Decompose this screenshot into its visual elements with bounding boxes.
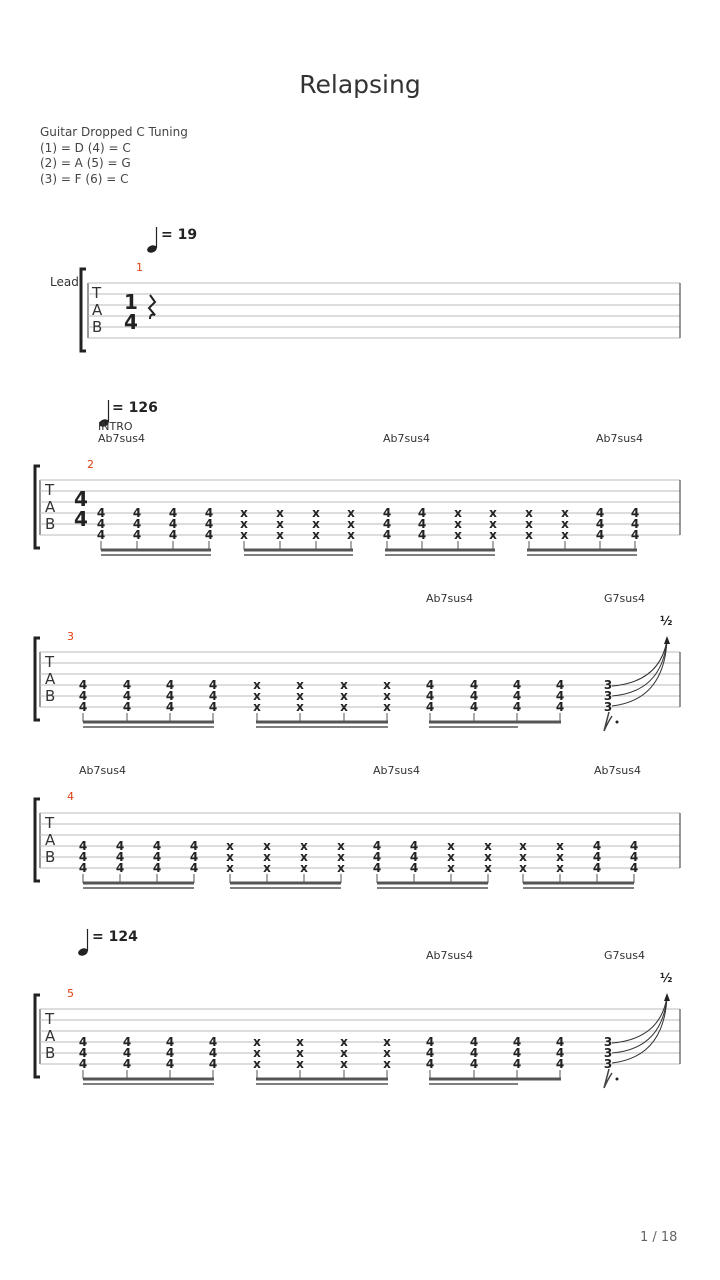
fret-chord xyxy=(79,678,87,722)
fret-number: x xyxy=(253,678,261,692)
fret-chord xyxy=(418,506,426,550)
fret-number: 4 xyxy=(630,517,640,531)
fret-number: x xyxy=(240,506,248,520)
fret-number: 4 xyxy=(96,506,106,520)
dead-note-chord xyxy=(240,506,248,550)
fret-chord xyxy=(133,506,141,550)
fret-number: x xyxy=(347,528,355,542)
fret-number: 4 xyxy=(555,700,565,714)
fret-number: x xyxy=(276,528,284,542)
fret-number: x xyxy=(347,506,355,520)
tab-clef-t: T xyxy=(45,814,55,832)
tab-clef-a: A xyxy=(45,498,56,516)
fret-number: 4 xyxy=(165,700,175,714)
fret-chord xyxy=(169,506,177,550)
fret-number: 4 xyxy=(425,1046,435,1060)
fret-number: x xyxy=(276,506,284,520)
fret-number: x xyxy=(525,506,533,520)
fret-chord xyxy=(209,678,217,722)
fret-number: x xyxy=(312,506,320,520)
fret-number: x xyxy=(447,839,455,853)
fret-number: x xyxy=(263,839,271,853)
fret-number: 4 xyxy=(409,839,419,853)
tempo-text: = 19 xyxy=(161,227,198,243)
fret-chord xyxy=(630,839,638,883)
dead-note-chord xyxy=(489,506,497,550)
fret-number: 4 xyxy=(555,1035,565,1049)
tab-clef-t: T xyxy=(45,481,55,499)
fret-number: x xyxy=(383,689,391,703)
dead-note-chord xyxy=(312,506,320,550)
fret-number: 4 xyxy=(78,689,88,703)
chord-name: Ab7sus4 xyxy=(426,949,473,962)
fret-number: 4 xyxy=(204,506,214,520)
fret-number: 4 xyxy=(168,506,178,520)
fret-number: 4 xyxy=(555,689,565,703)
tab-clef-t: T xyxy=(92,284,102,302)
fret-number: x xyxy=(240,528,248,542)
fret-number: 3 xyxy=(603,1057,613,1071)
fret-chord xyxy=(426,678,434,722)
chord-name: Ab7sus4 xyxy=(79,764,126,777)
fret-number: x xyxy=(454,506,462,520)
fret-number: 4 xyxy=(168,528,178,542)
fret-number: x xyxy=(337,839,345,853)
tempo-marking xyxy=(77,929,138,957)
fret-number: x xyxy=(489,528,497,542)
system-bracket xyxy=(35,466,40,548)
fret-number: 4 xyxy=(189,850,199,864)
fret-number: 4 xyxy=(132,506,142,520)
fret-number: 4 xyxy=(592,839,602,853)
fret-number: 4 xyxy=(122,700,132,714)
fret-chord xyxy=(470,1035,478,1079)
fret-number: 4 xyxy=(78,1046,88,1060)
fret-number: x xyxy=(340,689,348,703)
track-label: Lead xyxy=(50,275,79,289)
dead-note-chord xyxy=(383,1035,391,1079)
system-3 xyxy=(35,592,680,731)
system-bracket xyxy=(35,995,40,1077)
fret-number: 4 xyxy=(78,850,88,864)
fret-number: x xyxy=(263,850,271,864)
fret-chord xyxy=(593,839,601,883)
chord-name: Ab7sus4 xyxy=(426,592,473,605)
fret-number: 4 xyxy=(592,861,602,875)
fret-number: 4 xyxy=(204,517,214,531)
last-beat xyxy=(604,678,612,714)
fret-chord xyxy=(426,1035,434,1079)
fret-number: 4 xyxy=(152,850,162,864)
dead-note-chord xyxy=(525,506,533,550)
fret-number: 3 xyxy=(603,1046,613,1060)
dead-note-chord xyxy=(556,839,564,883)
measure-number: 3 xyxy=(67,630,74,643)
dead-note-chord xyxy=(253,1035,261,1079)
dead-note-chord xyxy=(296,1035,304,1079)
fret-number: x xyxy=(340,1046,348,1060)
fret-number: x xyxy=(296,1035,304,1049)
tab-clef-b: B xyxy=(45,1044,56,1062)
fret-number: 4 xyxy=(208,689,218,703)
fret-number: x xyxy=(519,839,527,853)
fret-number: x xyxy=(525,528,533,542)
fret-chord xyxy=(631,506,639,550)
chord-name: Ab7sus4 xyxy=(594,764,641,777)
fret-number: x xyxy=(340,700,348,714)
fret-chord xyxy=(79,1035,87,1079)
fret-number: x xyxy=(519,861,527,875)
time-sig-bottom: 4 xyxy=(124,310,138,334)
fret-number: x xyxy=(556,850,564,864)
time-sig-top: 4 xyxy=(74,487,88,511)
fret-number: 4 xyxy=(512,1035,522,1049)
fret-chord xyxy=(123,678,131,722)
tab-clef-t: T xyxy=(45,1010,55,1028)
fret-chord xyxy=(166,1035,174,1079)
fret-number: 4 xyxy=(512,700,522,714)
fret-number: 4 xyxy=(115,850,125,864)
bend-amount: ½ xyxy=(660,971,673,985)
fret-number: 4 xyxy=(469,678,479,692)
dead-note-chord xyxy=(447,839,455,883)
system-bracket xyxy=(35,799,40,881)
fret-number: 4 xyxy=(78,700,88,714)
fret-number: 4 xyxy=(425,678,435,692)
fret-number: x xyxy=(383,700,391,714)
fret-number: 4 xyxy=(512,1057,522,1071)
tab-clef-a: A xyxy=(45,831,56,849)
fret-number: x xyxy=(561,506,569,520)
fret-number: 4 xyxy=(78,1057,88,1071)
dead-note-chord xyxy=(383,678,391,722)
fret-number: x xyxy=(484,839,492,853)
fret-number: 4 xyxy=(208,678,218,692)
fret-number: 4 xyxy=(152,839,162,853)
system-bracket xyxy=(81,269,86,351)
dead-note-chord xyxy=(300,839,308,883)
fret-number: 4 xyxy=(96,517,106,531)
fret-number: 3 xyxy=(603,1035,613,1049)
quarter-rest xyxy=(149,295,155,319)
fret-number: 4 xyxy=(165,1057,175,1071)
fret-chord xyxy=(116,839,124,883)
measure-number: 2 xyxy=(87,458,94,471)
fret-number: 4 xyxy=(469,1057,479,1071)
fret-number: x xyxy=(296,1057,304,1071)
tuning-name: Guitar Dropped C Tuning xyxy=(40,125,188,139)
fret-number: x xyxy=(454,517,462,531)
chord-name: Ab7sus4 xyxy=(373,764,420,777)
fret-number: 4 xyxy=(96,528,106,542)
dead-note-chord xyxy=(340,678,348,722)
page-number: 1 / 18 xyxy=(640,1230,678,1245)
tab-clef-b: B xyxy=(45,515,56,533)
fret-number: x xyxy=(525,517,533,531)
fret-number: 4 xyxy=(512,1046,522,1060)
time-sig-bottom: 4 xyxy=(74,507,88,531)
fret-number: 4 xyxy=(122,1035,132,1049)
fret-number: x xyxy=(312,517,320,531)
fret-number: 4 xyxy=(78,861,88,875)
fret-number: x xyxy=(253,1057,261,1071)
fret-number: x xyxy=(296,700,304,714)
fret-number: x xyxy=(253,1046,261,1060)
tab-clef-a: A xyxy=(92,301,103,319)
fret-number: x xyxy=(454,528,462,542)
fret-number: 4 xyxy=(595,517,605,531)
fret-number: 4 xyxy=(512,678,522,692)
dead-note-chord xyxy=(263,839,271,883)
dead-note-chord xyxy=(296,678,304,722)
fret-chord xyxy=(205,506,213,550)
fret-number: 4 xyxy=(417,528,427,542)
fret-number: 4 xyxy=(382,528,392,542)
fret-chord xyxy=(373,839,381,883)
fret-number: 4 xyxy=(629,850,639,864)
fret-number: 4 xyxy=(189,861,199,875)
fret-number: 4 xyxy=(425,1057,435,1071)
fret-number: 4 xyxy=(409,861,419,875)
fret-chord xyxy=(470,678,478,722)
flag xyxy=(604,712,612,731)
fret-number: 4 xyxy=(208,700,218,714)
fret-number: 3 xyxy=(603,689,613,703)
chord-name: Ab7sus4 xyxy=(383,432,430,445)
fret-number: 4 xyxy=(592,850,602,864)
dead-note-chord xyxy=(337,839,345,883)
fret-number: 4 xyxy=(629,861,639,875)
fret-number: 4 xyxy=(469,1046,479,1060)
fret-number: 4 xyxy=(469,689,479,703)
dead-note-chord xyxy=(454,506,462,550)
fret-number: 4 xyxy=(122,678,132,692)
fret-number: 4 xyxy=(629,839,639,853)
fret-number: x xyxy=(556,861,564,875)
fret-number: x xyxy=(300,850,308,864)
fret-chord xyxy=(166,678,174,722)
fret-number: 4 xyxy=(595,528,605,542)
system-5 xyxy=(35,929,680,1088)
fret-number: 4 xyxy=(595,506,605,520)
tab-clef-b: B xyxy=(45,687,56,705)
fret-number: 4 xyxy=(165,1035,175,1049)
tab-clef-t: T xyxy=(45,653,55,671)
fret-number: x xyxy=(447,850,455,864)
fret-number: x xyxy=(489,517,497,531)
dead-note-chord xyxy=(340,1035,348,1079)
fret-number: x xyxy=(253,700,261,714)
bend-arrow-icon xyxy=(664,636,670,644)
fret-number: 4 xyxy=(630,506,640,520)
fret-number: 4 xyxy=(165,678,175,692)
fret-number: x xyxy=(340,678,348,692)
fret-number: x xyxy=(561,517,569,531)
fret-number: 4 xyxy=(425,700,435,714)
fret-number: x xyxy=(296,1046,304,1060)
fret-number: 4 xyxy=(165,689,175,703)
fret-number: x xyxy=(383,678,391,692)
fret-number: 4 xyxy=(372,839,382,853)
fret-number: x xyxy=(312,528,320,542)
fret-number: 4 xyxy=(165,1046,175,1060)
fret-chord xyxy=(410,839,418,883)
fret-number: x xyxy=(383,1046,391,1060)
fret-number: x xyxy=(383,1035,391,1049)
chord-name: Ab7sus4 xyxy=(596,432,643,445)
fret-chord xyxy=(556,1035,564,1079)
fret-number: 4 xyxy=(122,1046,132,1060)
fret-number: 4 xyxy=(425,1035,435,1049)
last-beat xyxy=(604,1035,612,1071)
fret-number: 4 xyxy=(555,1046,565,1060)
system-bracket xyxy=(35,638,40,720)
system-2 xyxy=(35,400,680,555)
section-label: INTRO xyxy=(98,420,133,433)
fret-number: 4 xyxy=(168,517,178,531)
fret-number: x xyxy=(263,861,271,875)
fret-number: x xyxy=(340,1057,348,1071)
tempo-text: = 124 xyxy=(92,929,138,945)
fret-chord xyxy=(97,506,105,550)
bend-arrow-icon xyxy=(664,993,670,1001)
fret-number: x xyxy=(226,839,234,853)
fret-number: x xyxy=(300,839,308,853)
tempo-marking xyxy=(146,227,197,254)
fret-number: 4 xyxy=(382,517,392,531)
measure-number: 5 xyxy=(67,987,74,1000)
time-sig-top: 1 xyxy=(124,290,138,314)
fret-chord xyxy=(153,839,161,883)
fret-number: x xyxy=(347,517,355,531)
chord-name: G7sus4 xyxy=(604,949,645,962)
measure-number: 4 xyxy=(67,790,74,803)
tab-clef-b: B xyxy=(45,848,56,866)
fret-number: 4 xyxy=(372,850,382,864)
fret-number: x xyxy=(226,861,234,875)
fret-number: x xyxy=(337,861,345,875)
fret-number: x xyxy=(253,1035,261,1049)
fret-number: x xyxy=(489,506,497,520)
fret-number: x xyxy=(253,689,261,703)
dead-note-chord xyxy=(561,506,569,550)
fret-number: 4 xyxy=(208,1035,218,1049)
bend-amount: ½ xyxy=(660,614,673,628)
song-title: Relapsing xyxy=(299,70,421,99)
fret-chord xyxy=(123,1035,131,1079)
fret-number: 4 xyxy=(469,700,479,714)
system-1 xyxy=(50,227,680,351)
fret-number: 4 xyxy=(512,689,522,703)
measure-number: 1 xyxy=(136,261,143,274)
system-4 xyxy=(35,764,680,888)
tuning-line-3: (3) = F (6) = C xyxy=(40,171,129,186)
fret-number: x xyxy=(561,528,569,542)
fret-number: x xyxy=(300,861,308,875)
fret-number: 4 xyxy=(555,678,565,692)
fret-number: 4 xyxy=(132,517,142,531)
fret-number: 4 xyxy=(122,1057,132,1071)
fret-number: 4 xyxy=(555,1057,565,1071)
fret-chord xyxy=(209,1035,217,1079)
tempo-text: = 126 xyxy=(112,400,158,416)
dead-note-chord xyxy=(276,506,284,550)
fret-number: 4 xyxy=(630,528,640,542)
fret-number: 4 xyxy=(78,678,88,692)
fret-number: 4 xyxy=(417,506,427,520)
dead-note-chord xyxy=(519,839,527,883)
fret-number: 4 xyxy=(115,861,125,875)
fret-number: 4 xyxy=(115,839,125,853)
fret-number: 4 xyxy=(469,1035,479,1049)
fret-number: 4 xyxy=(417,517,427,531)
tuning-line-1: (1) = D (4) = C xyxy=(40,140,131,155)
fret-number: x xyxy=(383,1057,391,1071)
fret-number: x xyxy=(296,678,304,692)
tuning-line-2: (2) = A (5) = G xyxy=(40,156,131,170)
dead-note-chord xyxy=(253,678,261,722)
dead-note-chord xyxy=(484,839,492,883)
fret-chord xyxy=(513,678,521,722)
tab-clef-a: A xyxy=(45,670,56,688)
fret-number: x xyxy=(276,517,284,531)
fret-number: x xyxy=(226,850,234,864)
fret-number: 3 xyxy=(603,678,613,692)
tab-clef-b: B xyxy=(92,318,103,336)
fret-number: 4 xyxy=(122,689,132,703)
fret-number: x xyxy=(484,861,492,875)
fret-number: 4 xyxy=(132,528,142,542)
fret-number: 4 xyxy=(372,861,382,875)
fret-chord xyxy=(79,839,87,883)
fret-number: x xyxy=(556,839,564,853)
fret-chord xyxy=(513,1035,521,1079)
fret-chord xyxy=(556,678,564,722)
fret-number: 3 xyxy=(603,700,613,714)
fret-number: 4 xyxy=(382,506,392,520)
dead-note-chord xyxy=(226,839,234,883)
fret-number: 4 xyxy=(425,689,435,703)
fret-number: x xyxy=(340,1035,348,1049)
fret-chord xyxy=(383,506,391,550)
chord-name: G7sus4 xyxy=(604,592,645,605)
fret-number: x xyxy=(447,861,455,875)
fret-number: x xyxy=(484,850,492,864)
fret-number: x xyxy=(240,517,248,531)
fret-number: 4 xyxy=(409,850,419,864)
fret-number: 4 xyxy=(152,861,162,875)
fret-chord xyxy=(190,839,198,883)
tab-clef-a: A xyxy=(45,1027,56,1045)
fret-number: 4 xyxy=(204,528,214,542)
fret-number: 4 xyxy=(208,1046,218,1060)
chord-name: Ab7sus4 xyxy=(98,432,145,445)
fret-number: 4 xyxy=(208,1057,218,1071)
fret-number: 4 xyxy=(189,839,199,853)
fret-number: x xyxy=(519,850,527,864)
flag xyxy=(604,1069,612,1088)
fret-number: 4 xyxy=(78,839,88,853)
dead-note-chord xyxy=(347,506,355,550)
fret-chord xyxy=(596,506,604,550)
fret-number: x xyxy=(337,850,345,864)
fret-number: x xyxy=(296,689,304,703)
fret-number: 4 xyxy=(78,1035,88,1049)
